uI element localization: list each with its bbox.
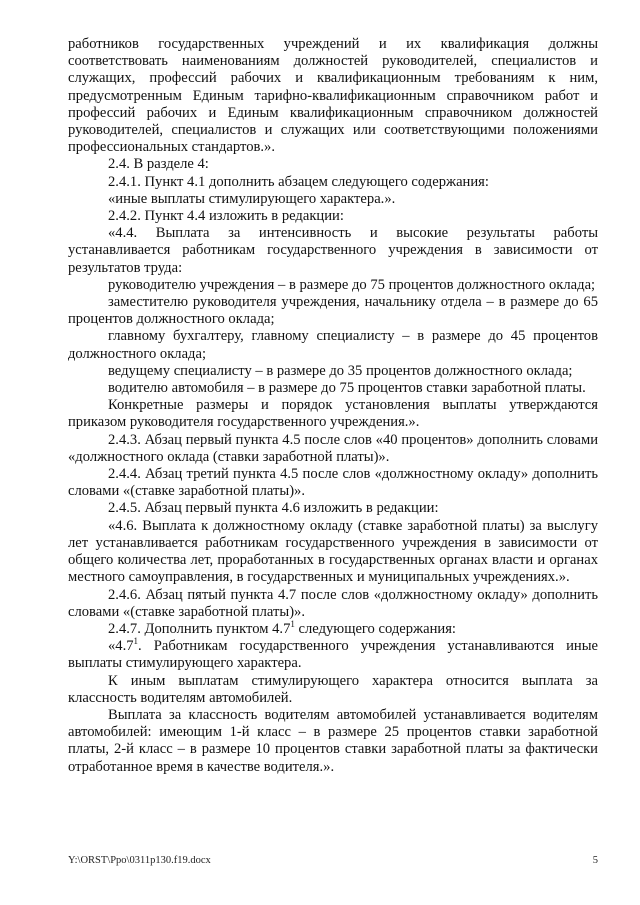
paragraph: водителю автомобиля – в размере до 75 процентов ставки заработной платы. xyxy=(108,380,586,397)
paragraph: руководителю учреждения – в размере до 75 процентов должностного оклада; xyxy=(108,276,596,293)
paragraph-point-4-7-1-text xyxy=(68,638,598,672)
paragraph: 2.4.3. Абзац первый пункта 4.5 после слов «40 процентов» дополнить словами «должностного оклада (ставки заработной платы)». xyxy=(68,431,598,465)
paragraph: «4.6. Выплата к должностному окладу (ставке заработной платы) за выслугу лет устанавливается работникам государственного учреждения в зависимости от общего количества лет, проработанных в государственных органах власти и органах местного самоуправления, в государственных и муниципальных учреждениях.». xyxy=(68,517,598,586)
file-path: Y:\ORST\Ppo\0311p130.f19.docx xyxy=(68,855,211,866)
paragraph: Выплата за классность водителям автомобилей устанавливается водителям автомобилей: имеющим 1-й класс – в размере 25 процентов ставки заработной платы, 2-й класс – в размере 10 процентов ставки заработной платы за фактически отработанное время в качестве водителя.». xyxy=(68,706,598,775)
paragraph: 2.4.5. Абзац первый пункта 4.6 изложить в редакции: xyxy=(108,500,439,517)
paragraph: 2.4.1. Пункт 4.1 дополнить абзацем следующего содержания: xyxy=(108,173,489,190)
page-footer xyxy=(68,855,598,866)
paragraph: 2.4.6. Абзац пятый пункта 4.7 после слов «должностному окладу» дополнить словами «(ставке заработной платы)». xyxy=(68,586,598,620)
text-after: следующего содержания: xyxy=(294,620,456,637)
paragraph: «4.4. Выплата за интенсивность и высокие результаты работы устанавливается работникам государственного учреждения в зависимости от результатов труда: xyxy=(68,225,598,276)
paragraph: Конкретные размеры и порядок установления выплаты утверждаются приказом руководителя государственного учреждения.». xyxy=(68,397,598,431)
paragraph: 2.4.4. Абзац третий пункта 4.5 после слов «должностному окладу» дополнить словами «(ставке заработной платы)». xyxy=(68,466,598,500)
paragraph: работников государственных учреждений и их квалификация должны соответствовать наименованиям должностей руководителей, специалистов и служащих, профессий рабочих и квалификационным требованиям к ним, предусмотренным Единым тарифно-квалификационным справочником работ и профессий рабочих и Единым квалификационным справочником должностей руководителей, специалистов и служащих или соответствующими положениями профессиональных стандартов.». xyxy=(68,36,598,156)
superscript: 1 xyxy=(133,636,139,647)
paragraph: главному бухгалтеру, главному специалисту – в размере до 45 процентов должностного оклада; xyxy=(68,328,598,362)
text-before: «4.7 xyxy=(108,638,134,655)
paragraph: ведущему специалисту – в размере до 35 процентов должностного оклада; xyxy=(108,362,573,379)
paragraph: 2.4. В разделе 4: xyxy=(108,156,209,173)
paragraph: заместителю руководителя учреждения, начальнику отдела – в размере до 65 процентов должностного оклада; xyxy=(68,294,598,328)
paragraph-point-4-7-1-intro xyxy=(68,621,598,638)
paragraph: «иные выплаты стимулирующего характера.». xyxy=(108,190,396,207)
superscript: 1 xyxy=(290,619,295,630)
page-number: 5 xyxy=(592,855,598,866)
paragraph: 2.4.2. Пункт 4.4 изложить в редакции: xyxy=(108,208,344,225)
document-body xyxy=(68,36,598,776)
text-before: 2.4.7. Дополнить пунктом 4.7 xyxy=(108,620,291,637)
text-after: . Работникам государственного учреждения устанавливаются иные выплаты стимулирующего характера. xyxy=(68,638,598,672)
paragraph: К иным выплатам стимулирующего характера относится выплата за классность водителям автомобилей. xyxy=(68,672,598,706)
